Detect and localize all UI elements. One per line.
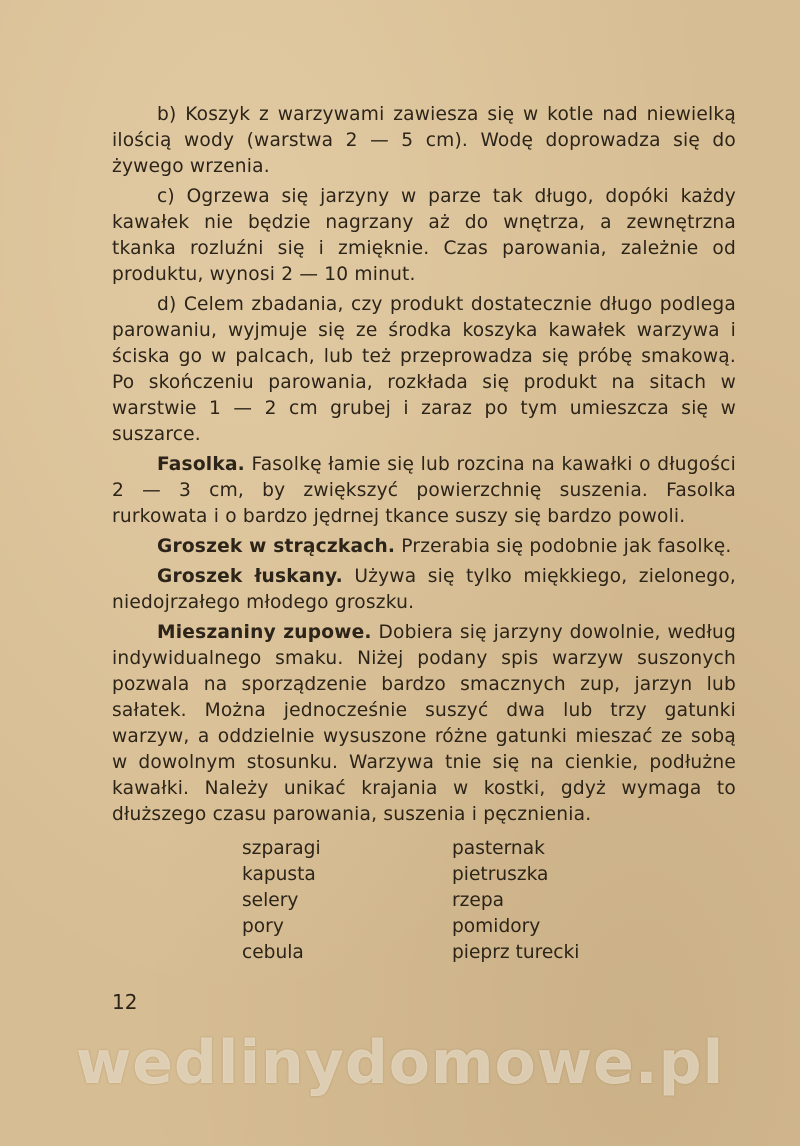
section-heading-mieszaniny-zupowe: Mieszaniny zupowe. [157,622,372,643]
paragraph-mieszaniny-zupowe: Mieszaniny zupowe. Dobiera się jarzyny dowolnie, według indywidualnego smaku. Niżej podany spis warzyw suszonych pozwala na sporządzenie bardzo smacznych zup, jarzyn lub sałatek. Można jednocześnie suszyć dwa lub trzy gatunki warzyw, a oddzielnie wysuszone różne gatunki mieszać ze sobą w dowolnym stosunku. Warzywa tnie się na cienkie, podłużne kawałki. Należy unikać krajania w kostki, gdyż wymaga to dłuższego czasu parowania, suszenia i pęcznienia. [112,622,736,825]
section-heading-groszek-luskany: Groszek łuskany. [157,566,343,587]
paragraph-groszek-luskany: Groszek łuskany. Używa się tylko miękkiego, zielonego, niedojrzałego młodego groszku. [112,566,736,613]
paragraph-d: d) Celem zbadania, czy produkt dostatecznie długo podlega parowaniu, wyjmuje się ze środka koszyka kawałek warzywa i ściska go w palcach, lub też przeprowadza się próbę smakową. Po skończeniu parowania, rozkłada się produkt na sitach w warstwie 1 — 2 cm grubej i zaraz po tym umieszcza się w suszarce. [112,294,736,445]
list-item: kapusta [242,864,316,885]
paragraph-groszek-w-straczkach: Groszek w strączkach. Przerabia się podobnie jak fasolkę. [157,536,732,557]
body-text [112,102,736,832]
list-item: szparagi [242,838,321,859]
list-item: pieprz turecki [452,942,580,963]
list-item: pory [242,916,284,937]
section-heading-fasolka: Fasolka. [157,454,245,475]
vegetable-list-right-column [452,836,652,966]
watermark: wedlinydomowe.pl [75,1028,725,1098]
list-item: pomidory [452,916,541,937]
list-item: rzepa [452,890,505,911]
vegetable-list [242,836,662,966]
paragraph-c: c) Ogrzewa się jarzyny w parze tak długo, dopóki każdy kawałek nie będzie nagrzany aż do wnętrza, a zewnętrzna tkanka rozluźni się i zmięknie. Czas parowania, zależnie od produktu, wynosi 2 — 10 minut. [112,186,736,285]
list-item: pasternak [452,838,545,859]
paragraph-b: b) Koszyk z warzywami zawiesza się w kotle nad niewielką ilością wody (warstwa 2 — 5 cm). Wodę doprowadza się do żywego wrzenia. [112,104,736,177]
list-item: selery [242,890,299,911]
list-item: pietruszka [452,864,549,885]
page-number: 12 [112,990,138,1014]
paragraph-fasolka: Fasolka. Fasolkę łamie się lub rozcina na kawałki o długości 2 — 3 cm, by zwiększyć powierzchnię suszenia. Fasolka rurkowata i o bardzo jędrnej tkance suszy się bardzo powoli. [112,454,736,527]
list-item: cebula [242,942,304,963]
section-heading-groszek-w-straczkach: Groszek w strączkach. [157,536,396,557]
vegetable-list-left-column [242,836,452,966]
